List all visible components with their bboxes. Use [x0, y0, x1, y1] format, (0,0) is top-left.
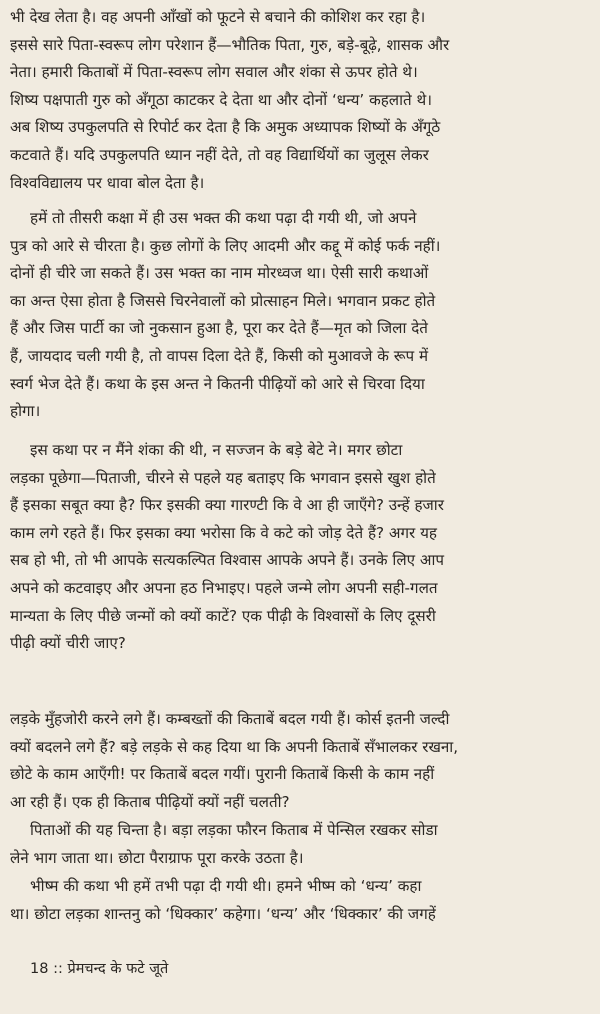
- text-line: दोनों ही चीरे जा सकते हैं। उस भक्त का नाम मोरध्वज था। ऐसी सारी कथाओं: [10, 264, 429, 283]
- text-line: लड़के मुँहजोरी करने लगे हैं। कम्बख्तों की किताबें बदल गयी हैं। कोर्स इतनी जल्दी: [10, 710, 450, 728]
- paragraph-2: [0, 205, 600, 426]
- text-line: विश्वविद्यालय पर धावा बोल देता है।: [10, 173, 205, 192]
- paragraph-3: [0, 437, 600, 658]
- text-line: अपने को कटवाइए और अपना हठ निभाइए। पहले जन्मे लोग अपनी सही-गलत: [10, 578, 438, 597]
- text-line: हमें तो तीसरी कक्षा में ही उस भक्त की कथा पढ़ा दी गयी थी, जो अपने: [30, 209, 417, 227]
- text-line: भीष्म की कथा भी हमें तभी पढ़ा दी गयी थी। हमने भीष्म को ‘धन्य’ कहा: [30, 877, 422, 895]
- text-line: क्यों बदलने लगे हैं? बड़े लड़के से कह दिया था कि अपनी किताबें सँभालकर रखना,: [10, 737, 459, 756]
- book-title: प्रेमचन्द के फटे जूते: [67, 961, 169, 977]
- text-line: हैं इसका सबूत क्या है? फिर इसकी क्या गारण्टी कि वे आ ही जाएँगे? उन्हें हजार: [10, 496, 444, 515]
- page-footer: [30, 958, 168, 978]
- text-line: पुत्र को आरे से चीरता है। कुछ लोगों के लिए आदमी और कद्दू में कोई फर्क नहीं।: [10, 236, 441, 255]
- footer-separator: ::: [53, 961, 63, 977]
- text-line: मान्यता के लिए पीछे जन्मों को क्यों काटें? एक पीढ़ी के विश्वासों के लिए दूसरी: [10, 606, 436, 625]
- text-line: हैं, जायदाद चली गयी है, तो वापस दिला देते हैं, किसी को मुआवजे के रूप में: [10, 346, 429, 365]
- text-line: कटवाते हैं। यदि उपकुलपति ध्यान नहीं देते, तो वह विद्यार्थियों का जुलूस लेकर: [10, 145, 429, 164]
- paragraph-5: [0, 817, 600, 872]
- text-line: था। छोटा लड़का शान्तनु को ‘धिक्कार’ कहेगा। ‘धन्य’ और ‘धिक्कार’ की जगहें: [10, 904, 436, 923]
- text-line: का अन्त ऐसा होता है जिससे चिरनेवालों को प्रोत्साहन मिले। भगवान प्रकट होते: [10, 291, 436, 310]
- text-line: लड़का पूछेगा—पिताजी, चीरने से पहले यह बताइए कि भगवान इससे खुश होते: [10, 468, 436, 487]
- text-line: शिष्य पक्षपाती गुरु को अँगूठा काटकर दे देता था और दोनों ‘धन्य’ कहलाते थे।: [10, 90, 432, 109]
- text-line: सब हो भी, तो भी आपके सत्यकल्पित विश्वास आपके अपने हैं। उनके लिए आप: [10, 551, 444, 570]
- text-line: छोटे के काम आएँगी! पर किताबें बदल गयीं। पुरानी किताबें किसी के काम नहीं: [10, 765, 435, 784]
- text-line: पिताओं की यह चिन्ता है। बड़ा लड़का फौरन किताब में पेन्सिल रखकर सोडा: [30, 821, 438, 839]
- paragraph-4: [0, 706, 600, 816]
- text-line: पीढ़ी क्यों चीरी जाए?: [10, 634, 126, 653]
- paragraph-1: [0, 4, 600, 197]
- text-line: इससे सारे पिता-स्वरूप लोग परेशान हैं—भौतिक पिता, गुरु, बड़े-बूढ़े, शासक और: [10, 35, 450, 54]
- text-line: हैं और जिस पार्टी का जो नुकसान हुआ है, पूरा कर देते हैं—मृत को जिला देते: [10, 319, 428, 338]
- text-line: लेने भाग जाता था। छोटा पैराग्राफ पूरा करके उठता है।: [10, 848, 304, 867]
- page-number: 18: [30, 961, 49, 977]
- paragraph-6: [0, 873, 600, 928]
- text-line: काम लगे रहते हैं। फिर इसका क्या भरोसा कि वे कटे को जोड़ देते हैं? अगर यह: [10, 523, 437, 542]
- text-line: होगा।: [10, 402, 41, 421]
- text-line: नेता। हमारी किताबों में पिता-स्वरूप लोग सवाल और शंका से ऊपर होते थे।: [10, 63, 418, 82]
- text-line: भी देख लेता है। वह अपनी आँखों को फूटने से बचाने की कोशिश कर रहा है।: [10, 8, 426, 26]
- text-line: आ रही हैं। एक ही किताब पीढ़ियों क्यों नहीं चलती?: [10, 792, 290, 811]
- text-line: अब शिष्य उपकुलपति से रिपोर्ट कर देता है कि अमुक अध्यापक शिष्यों के अँगूठे: [10, 118, 441, 137]
- text-line: स्वर्ग भेज देते हैं। कथा के इस अन्त ने कितनी पीढ़ियों को आरे से चिरवा दिया: [10, 374, 425, 393]
- text-line: इस कथा पर न मैंने शंका की थी, न सज्जन के बड़े बेटे ने। मगर छोटा: [30, 441, 403, 459]
